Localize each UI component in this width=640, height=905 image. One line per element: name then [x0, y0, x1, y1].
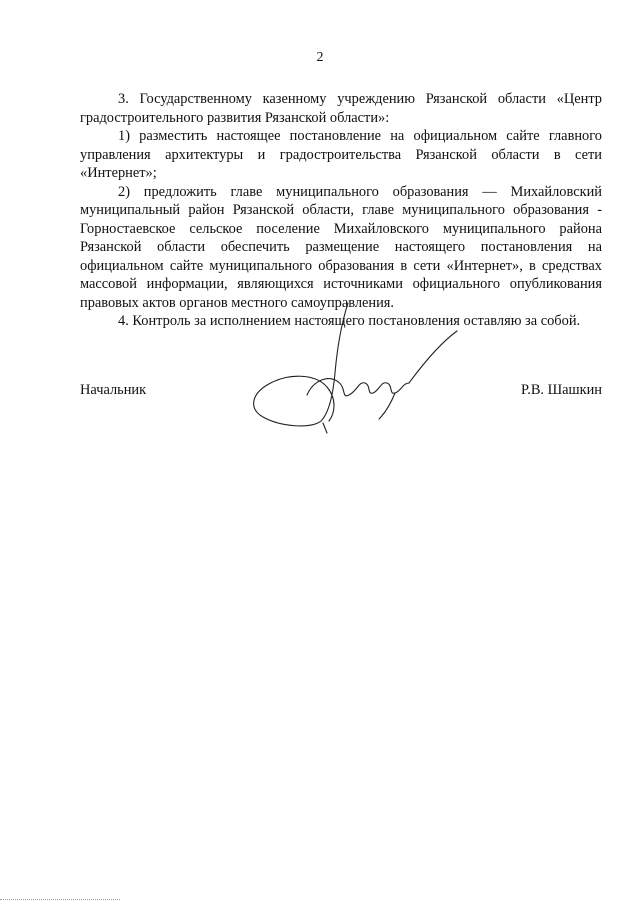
- paragraph-subitem-1: 1) разместить настоящее постановление на официальном сайте главного управления архитектуры и градостроительства Рязанской области в сети «Интернет»;: [80, 128, 602, 181]
- signature-block: [0, 382, 640, 406]
- signatory-position: Начальник: [80, 382, 147, 398]
- paragraph-subitem-2: 2) предложить главе муниципального образования — Михайловский муниципальный район Рязанской области, главе муниципального образования - Горностаевское сельское поселение Михайловского муниципального района Рязанской области обеспечить размещение настоящего постановления на официальном сайте муниципального образования в сети «Интернет», в средствах массовой информации, являющихся источниками официального опубликования правовых актов органов местного самоуправления.: [80, 183, 602, 311]
- handwritten-signature: [245, 295, 475, 440]
- paragraph-item-3: 3. Государственному казенному учреждению Рязанской области «Центр градостроительного развития Рязанской области»:: [80, 91, 602, 126]
- footer-dotted-rule: [0, 899, 120, 900]
- page-number: 2: [316, 50, 324, 65]
- paragraph-item-4: 4. Контроль за исполнением настоящего постановления оставляю за собой.: [118, 313, 581, 329]
- signatory-name: Р.В. Шашкин: [521, 382, 602, 398]
